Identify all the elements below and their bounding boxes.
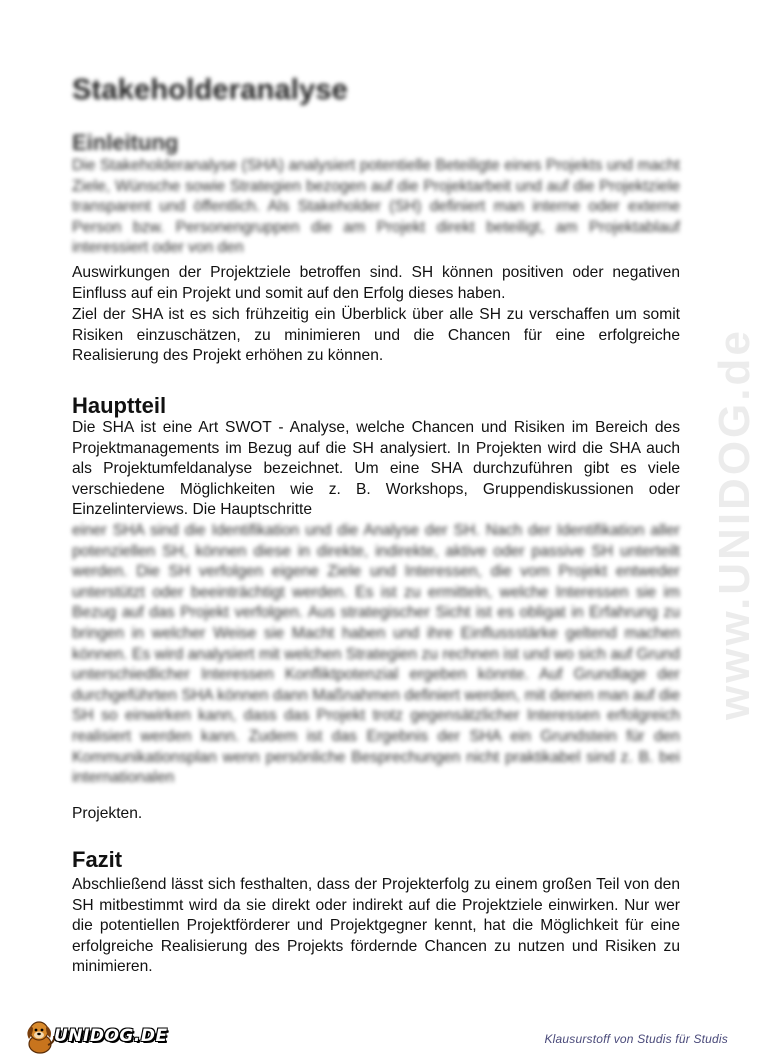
einleitung-blurred-paragraph: Die Stakeholderanalyse (SHA) analysiert potentielle Beteiligte eines Projekts und macht Ziele, Wünsche sowie Strategien bezogen auf die Projektarbeit und auf die Projektziele transparent und öffentlich. Als Stakeholder (SH) definiert man interne oder externe Person bzw. Personengruppen die am Projekt direkt beteiligt, am Projektablauf interessiert oder von den — [72, 157, 680, 257]
hauptteil-paragraph: Die SHA ist eine Art SWOT - Analyse, welche Chancen und Risiken im Bereich des Projektmanagements im Bezug auf die SH analysiert. In Projekten wird die SHA auch als Projektumfeldanalyse bezeichnet. Um eine SHA durchzuführen gibt es viele verschiedene Möglichkeiten wie z. B. Workshops, Gruppendiskussionen oder Einzelinterviews. Die Hauptschritte — [72, 419, 680, 519]
footer-tagline: Klausurstoff von Studis für Studis — [544, 1032, 728, 1046]
heading-einleitung: Einleitung — [72, 130, 179, 155]
logo-text: UNIDOG.DE — [54, 1026, 168, 1046]
fazit-paragraph: Abschließend lässt sich festhalten, dass der Projekterfolg zu einem großen Teil von den SH mitbestimmt wird da sie direkt oder indirekt auf die Projektziele einwirken. Nur wer die potentiellen Projektförderer und Projektgegner kennt, hat die Möglichkeit für eine erfolgreiche Realisierung des Projekts fördernde Chancen zu nutzen und Risiken zu minimieren. — [72, 876, 680, 976]
hauptteil-paragraph-end: Projekten. — [72, 805, 143, 822]
dog-mascot-icon — [22, 1016, 58, 1056]
hauptteil-blurred-paragraph: einer SHA sind die Identifikation und die Analyse der SH. Nach der Identifikation aller potenziellen SH, können diese in direkte, indirekte, aktive oder passive SH unterteilt werden. Die SH verfolgen eigene Ziele und Interessen, die vom Projekt entweder unterstützt oder beeinträchtigt werden. Es ist zu ermitteln, welche Interessen sie im Bezug auf das Projekt verfolgen. Aus strategischer Sicht ist es obligat in Erfahrung zu bringen in welcher Weise sie Macht haben und ihre Einflussstärke geltend machen können. Es wird analysiert mit welchen Strategien zu rechnen ist und wo sich auf Grund unterschiedlicher Interessen Konfliktpotenzial ergeben könnte. Auf Grundlage der durchgeführten SHA können dann Maßnahmen definiert werden, mit denen man auf die SH so einwirken kann, dass das Projekt trotz gegensätzlicher Interessen erfolgreich realisiert werden kann. Zudem ist das Ergebnis der SHA ein Grundstein für den Kommunikationsplan wenn persönliche Besprechungen nicht praktikabel sind z. B. bei internationalen — [72, 522, 680, 787]
heading-hauptteil: Hauptteil — [72, 393, 167, 418]
einleitung-paragraph-2: Ziel der SHA ist es sich frühzeitig ein Überblick über alle SH zu verschaffen um somit Risiken einzuschätzen, zu minimieren und die Chancen für eine erfolgreiche Realisierung des Projekt erhöhen zu können. — [72, 306, 680, 365]
document-title: Stakeholderanalyse — [72, 74, 349, 106]
watermark-text: www.UNIDOG.de — [710, 328, 759, 720]
heading-fazit: Fazit — [72, 847, 123, 872]
einleitung-paragraph: Auswirkungen der Projektziele betroffen sind. SH können positiven oder negativen Einfluss auf ein Projekt und somit auf den Erfolg dieses haben. — [72, 264, 680, 302]
unidog-logo[interactable] — [22, 1016, 168, 1056]
